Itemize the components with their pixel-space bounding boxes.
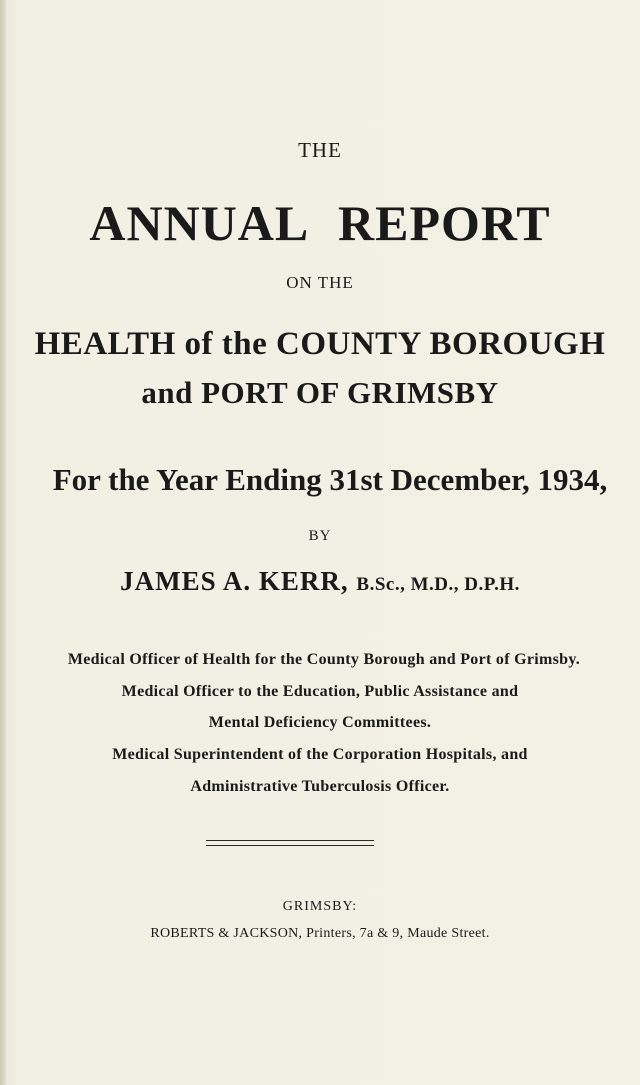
report-title: ANNUAL REPORT <box>89 195 551 251</box>
author-title-3: Mental Deficiency Committees. <box>208 714 432 731</box>
divider-rule-top <box>206 840 374 841</box>
author-line <box>0 566 640 597</box>
subject-line-health: HEALTH of the COUNTY BOROUGH <box>34 326 606 362</box>
heading-on-the: ON THE <box>286 273 354 292</box>
subject-line-port: and PORT OF GRIMSBY <box>141 375 499 410</box>
imprint-city: GRIMSBY: <box>282 899 358 914</box>
author-title-5: Administrative Tuberculosis Officer. <box>190 778 450 795</box>
heading-the: THE <box>298 138 342 162</box>
author-title-1: Medical Officer of Health for the County Borough and Port of Grimsby. <box>67 651 581 668</box>
author-title-2: Medical Officer to the Education, Public Assistance and <box>121 683 519 700</box>
imprint-printer: ROBERTS & JACKSON, Printers, 7a & 9, Maude Street. <box>150 926 490 941</box>
author-qualifications: B.Sc., M.D., D.P.H. <box>356 574 520 595</box>
year-line: For the Year Ending 31st December, 1934, <box>52 462 608 497</box>
divider-rule-bottom <box>206 845 374 846</box>
author-title-4: Medical Superintendent of the Corporation Hospitals, and <box>112 746 528 763</box>
heading-by: BY <box>308 528 332 544</box>
author-name: JAMES A. KERR, <box>120 566 349 596</box>
